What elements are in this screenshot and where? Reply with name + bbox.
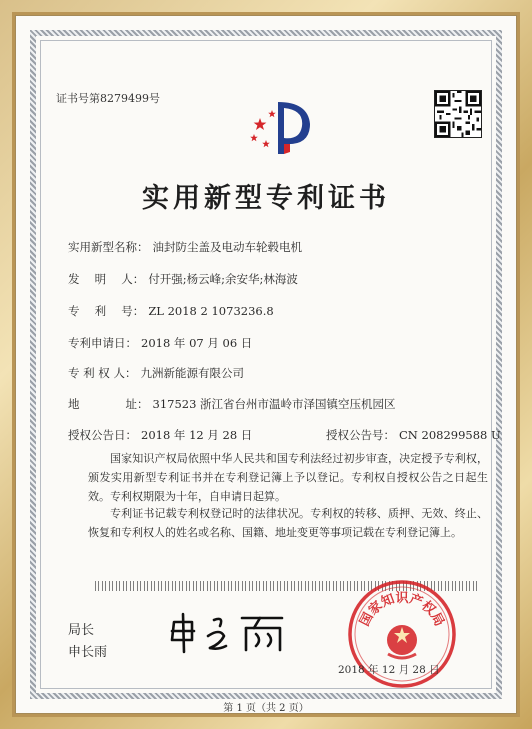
field-inventor-value: 付开强;杨云峰;余安华;林海波 [148,272,298,286]
field-grant-date-label: 授权公告日： [68,428,137,442]
field-grant-no [326,427,501,443]
field-patent-no [68,303,274,319]
field-address [68,396,396,412]
paragraph-record [88,504,488,542]
field-grant-no-label: 授权公告号： [326,428,395,442]
certificate-number: 证书号第8279499号 [56,92,160,105]
director-title: 局长 [68,623,95,638]
page-number: 第 1 页（共 2 页） [223,703,309,714]
paragraph-grant [88,449,488,506]
seal-date: 2018 年 12 月 28 日 [338,664,440,676]
field-grant-row [68,427,501,443]
field-grant-no-value: CN 208299588 U [399,428,501,442]
field-apply-date-label: 专利申请日： [68,336,137,350]
field-address-label: 地 址： [68,397,149,411]
field-address-value: 317523 浙江省台州市温岭市泽国镇空压机园区 [152,397,396,411]
certificate [15,15,517,714]
field-apply-date-value: 2018 年 07 月 06 日 [141,336,253,350]
field-patent-no-label: 专 利 号： [68,304,145,318]
field-inventor-label: 发 明 人： [68,272,145,286]
frame-inner [12,12,520,717]
certificate-title: 实用新型专利证书 [142,183,390,214]
qr-code-icon [434,90,482,138]
field-name-label: 实用新型名称： [68,240,149,254]
field-patent-no-value: ZL 2018 2 1073236.8 [148,304,274,318]
field-apply-date [68,335,252,351]
field-grant-date-value: 2018 年 12 月 28 日 [141,428,253,442]
svg-text:国家知识产权局: 国家知识产权局 [357,591,447,629]
field-holder-value: 九洲新能源有限公司 [140,366,244,380]
field-holder-label: 专 利 权 人： [68,366,137,380]
director-signature [164,610,296,656]
field-name [68,239,302,255]
field-holder [68,365,244,381]
cnipa-logo-icon [244,96,316,158]
paragraph-grant-text: 国家知识产权局依照中华人民共和国专利法经过初步审查，决定授予专利权，颁发实用新型专利证书并在专利登记簿上予以登记。专利权自授权公告之日起生效。专利权期限为十年，自申请日起算。 [88,452,488,503]
paragraph-record-text: 专利证书记载专利权登记时的法律状况。专利权的转移、质押、无效、终止、恢复和专利权人的姓名或名称、国籍、地址变更等事项记载在专利登记簿上。 [88,507,488,539]
director-name: 申长雨 [68,645,108,660]
field-inventor [68,271,298,287]
field-name-value: 油封防尘盖及电动车轮毂电机 [152,240,302,254]
